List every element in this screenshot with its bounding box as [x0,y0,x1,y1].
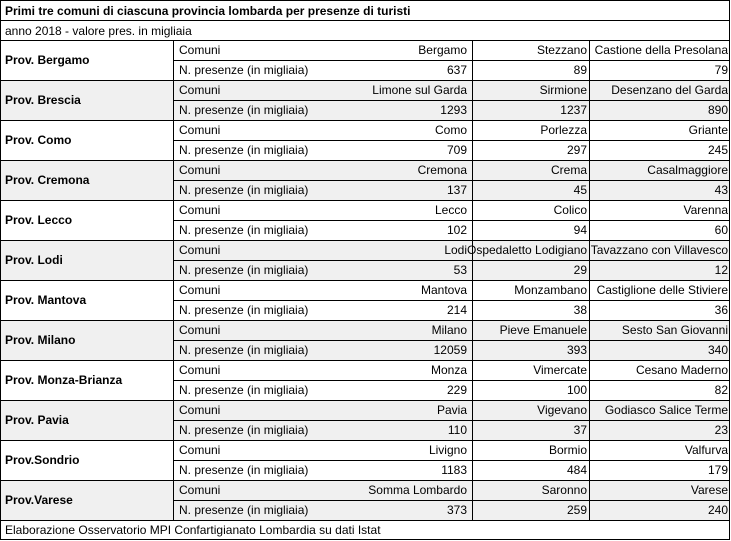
comune-1: Lodi [444,243,467,257]
presenze-1: 1183 [441,463,467,477]
province-name-cell [1,441,174,480]
province-name: Prov. Lodi [5,253,63,267]
province-block [1,401,729,441]
presenze-row [174,341,729,360]
province-block [1,281,729,321]
comuni-label: Comuni [179,83,221,97]
presenze-1: 214 [446,303,467,317]
comune-2: Sirmione [539,83,587,97]
comune-2: Monzambano [514,283,587,297]
province-block [1,441,729,481]
presenze-3: 179 [707,463,728,477]
subtitle-row [1,21,729,41]
title-row [1,1,729,21]
comune-1: Bergamo [418,43,467,57]
province-name: Prov. Milano [5,333,76,347]
presenze-2: 37 [573,423,587,437]
province-block [1,201,729,241]
comuni-row [174,401,729,421]
comune-3: Varenna [683,203,728,217]
comune-3: Casalmaggiore [647,163,728,177]
comuni-label: Comuni [179,203,221,217]
province-name-cell [1,361,174,400]
comuni-row [174,241,729,261]
province-name: Prov.Sondrio [5,453,80,467]
comune-3: Griante [688,123,728,137]
presenze-2: 38 [573,303,587,317]
comuni-row [174,161,729,181]
comune-2: Porlezza [540,123,587,137]
presenze-3: 79 [714,63,728,77]
province-name: Prov. Lecco [5,213,73,227]
province-name: Prov. Bergamo [5,53,90,67]
comuni-label: Comuni [179,443,221,457]
presenze-1: 12059 [433,343,467,357]
presenze-1: 53 [453,263,467,277]
presenze-1: 110 [447,423,467,437]
presenze-label: N. presenze (in migliaia) [179,503,309,517]
comune-1: Milano [431,323,467,337]
presenze-3: 82 [714,383,728,397]
presenze-2: 100 [566,383,587,397]
province-name-cell [1,241,174,280]
presenze-label: N. presenze (in migliaia) [179,383,309,397]
comuni-label: Comuni [179,163,221,177]
presenze-3: 245 [707,143,728,157]
presenze-3: 240 [707,503,728,517]
comuni-row [174,281,729,301]
comuni-label: Comuni [179,123,221,137]
presenze-3: 43 [714,183,728,197]
comuni-row [174,81,729,101]
presenze-1: 709 [446,143,467,157]
comune-3: Varese [690,483,728,497]
presenze-label: N. presenze (in migliaia) [179,143,309,157]
comuni-row [174,41,729,61]
province-block [1,481,729,521]
comuni-row [174,481,729,501]
presenze-label: N. presenze (in migliaia) [179,463,309,477]
province-name: Prov. Mantova [5,293,87,307]
province-name-cell [1,401,174,440]
province-name-cell [1,281,174,320]
province-name: Prov.Varese [5,493,73,507]
province-block [1,161,729,201]
presenze-row [174,381,729,400]
province-name: Prov. Como [5,133,72,147]
presenze-label: N. presenze (in migliaia) [179,263,309,277]
comuni-row [174,441,729,461]
province-name-cell [1,201,174,240]
province-name-cell [1,81,174,120]
province-name: Prov. Cremona [5,173,90,187]
presenze-2: 1237 [560,103,587,117]
comune-3: Cesano Maderno [635,363,728,377]
comune-2: Crema [550,163,587,177]
presenze-3: 60 [714,223,728,237]
province-block [1,241,729,281]
presenze-1: 137 [446,183,467,197]
province-block [1,321,729,361]
comuni-label: Comuni [179,43,221,57]
comune-2: Vigevano [537,403,587,417]
province-name-cell [1,161,174,200]
presenze-2: 45 [573,183,587,197]
presenze-2: 484 [566,463,587,477]
comune-1: Livigno [428,443,467,457]
province-name-cell [1,481,174,520]
comune-2: Pieve Emanuele [499,323,587,337]
comuni-label: Comuni [179,243,221,257]
comuni-row [174,201,729,221]
presenze-2: 259 [566,503,587,517]
province-rows [1,41,729,521]
comune-3: Castiglione delle Stiviere [596,283,728,297]
province-name: Prov. Monza-Brianza [5,373,123,387]
presenze-3: 36 [714,303,728,317]
comune-3: Godiasco Salice Terme [604,403,728,417]
comune-2: Vimercate [533,363,587,377]
presenze-row [174,461,729,480]
footer-row [1,521,729,540]
province-name: Prov. Pavia [5,413,69,427]
presenze-label: N. presenze (in migliaia) [179,183,309,197]
comune-3: Desenzano del Garda [611,83,728,97]
table-subtitle: anno 2018 - valore pres. in migliaia [5,24,192,38]
presenze-row [174,101,729,120]
comune-1: Mantova [420,283,467,297]
comuni-label: Comuni [179,323,221,337]
province-block [1,121,729,161]
comune-1: Lecco [434,203,467,217]
comune-3: Castione della Presolana [594,43,728,57]
province-name-cell [1,121,174,160]
presenze-2: 393 [566,343,587,357]
comune-3: Sesto San Giovanni [621,323,728,337]
presenze-label: N. presenze (in migliaia) [179,223,309,237]
presenze-3: 23 [714,423,728,437]
presenze-3: 12 [714,263,728,277]
province-block [1,41,729,81]
comuni-label: Comuni [179,483,221,497]
presenze-row [174,301,729,320]
presenze-row [174,261,729,280]
presenze-2: 297 [566,143,587,157]
presenze-row [174,421,729,440]
presenze-label: N. presenze (in migliaia) [179,343,309,357]
comune-2: Saronno [541,483,587,497]
presenze-label: N. presenze (in migliaia) [179,423,309,437]
comune-1: Pavia [436,403,467,417]
presenze-2: 29 [573,263,587,277]
presenze-1: 637 [446,63,467,77]
comuni-row [174,361,729,381]
comune-1: Somma Lombardo [368,483,467,497]
comune-3: Tavazzano con Villavesco [590,243,728,257]
comune-2: Bormio [548,443,587,457]
comune-1: Monza [430,363,467,377]
table-title: Primi tre comuni di ciascuna provincia lombarda per presenze di turisti [5,4,411,18]
presenze-1: 1293 [440,103,467,117]
presenze-1: 373 [446,503,467,517]
presenze-1: 229 [446,383,467,397]
presenze-row [174,141,729,160]
province-name-cell [1,321,174,360]
comune-2: Ospedaletto Lodigiano [467,243,588,257]
comune-1: Cremona [417,163,467,177]
province-block [1,361,729,401]
comuni-label: Comuni [179,403,221,417]
presenze-2: 89 [573,63,587,77]
comuni-label: Comuni [179,283,221,297]
comune-1: Limone sul Garda [372,83,467,97]
presenze-row [174,221,729,240]
presenze-2: 94 [573,223,587,237]
source-note: Elaborazione Osservatorio MPI Confartigianato Lombardia su dati Istat [5,523,381,537]
province-name: Prov. Brescia [5,93,81,107]
province-block [1,81,729,121]
presenze-row [174,181,729,200]
presenze-1: 102 [446,223,467,237]
presenze-row [174,501,729,520]
comune-1: Como [434,123,467,137]
comuni-row [174,321,729,341]
comuni-label: Comuni [179,363,221,377]
presenze-label: N. presenze (in migliaia) [179,103,309,117]
presenze-label: N. presenze (in migliaia) [179,303,309,317]
comuni-row [174,121,729,141]
presenze-label: N. presenze (in migliaia) [179,63,309,77]
comune-2: Stezzano [536,43,587,57]
presenze-3: 340 [707,343,728,357]
comune-3: Valfurva [684,443,728,457]
comune-2: Colico [553,203,587,217]
province-name-cell [1,41,174,80]
presenze-row [174,61,729,80]
presenze-3: 890 [707,103,728,117]
